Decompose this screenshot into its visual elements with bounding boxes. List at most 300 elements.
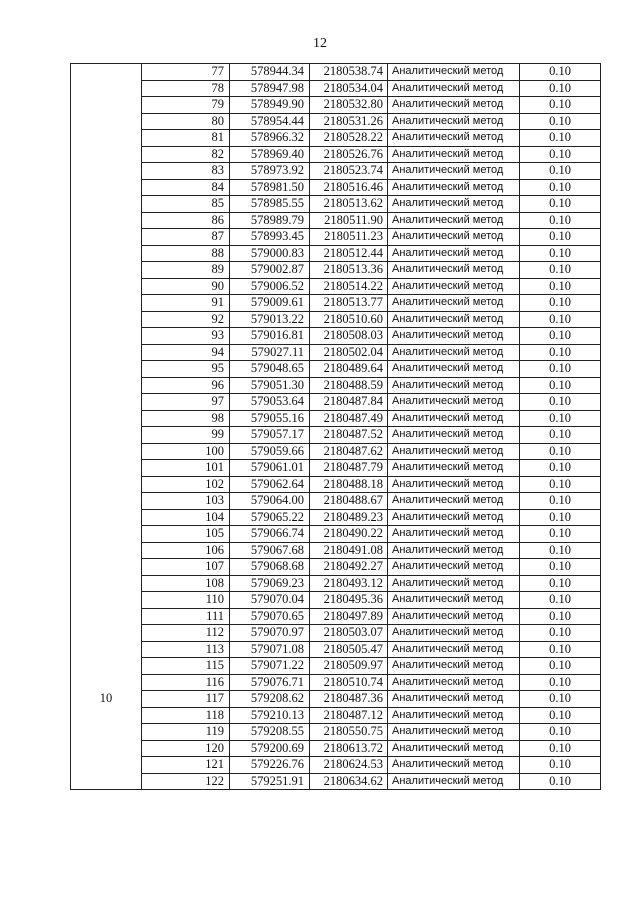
point-number-cell: 118 bbox=[142, 707, 230, 724]
accuracy-cell: 0.10 bbox=[520, 427, 601, 444]
y-coordinate-cell: 2180488.18 bbox=[310, 476, 388, 493]
point-number-cell: 108 bbox=[142, 575, 230, 592]
coordinates-table bbox=[70, 63, 601, 790]
y-coordinate-cell: 2180511.90 bbox=[310, 212, 388, 229]
accuracy-cell: 0.10 bbox=[520, 509, 601, 526]
x-coordinate-cell: 579066.74 bbox=[230, 526, 310, 543]
table-row bbox=[71, 328, 601, 345]
y-coordinate-cell: 2180512.44 bbox=[310, 245, 388, 262]
table-row bbox=[71, 740, 601, 757]
y-coordinate-cell: 2180502.04 bbox=[310, 344, 388, 361]
point-number-cell: 85 bbox=[142, 196, 230, 213]
method-cell: Аналитический метод bbox=[388, 212, 520, 229]
x-coordinate-cell: 578989.79 bbox=[230, 212, 310, 229]
group-cell bbox=[71, 80, 142, 97]
y-coordinate-cell: 2180487.12 bbox=[310, 707, 388, 724]
y-coordinate-cell: 2180495.36 bbox=[310, 592, 388, 609]
table-row bbox=[71, 295, 601, 312]
point-number-cell: 89 bbox=[142, 262, 230, 279]
method-cell: Аналитический метод bbox=[388, 113, 520, 130]
table-row bbox=[71, 460, 601, 477]
table-row bbox=[71, 608, 601, 625]
group-cell bbox=[71, 262, 142, 279]
group-cell bbox=[71, 410, 142, 427]
y-coordinate-cell: 2180487.52 bbox=[310, 427, 388, 444]
x-coordinate-cell: 579006.52 bbox=[230, 278, 310, 295]
method-cell: Аналитический метод bbox=[388, 740, 520, 757]
accuracy-cell: 0.10 bbox=[520, 625, 601, 642]
point-number-cell: 97 bbox=[142, 394, 230, 411]
table-row bbox=[71, 80, 601, 97]
x-coordinate-cell: 579068.68 bbox=[230, 559, 310, 576]
method-cell: Аналитический метод bbox=[388, 592, 520, 609]
accuracy-cell: 0.10 bbox=[520, 97, 601, 114]
accuracy-cell: 0.10 bbox=[520, 658, 601, 675]
group-cell bbox=[71, 542, 142, 559]
accuracy-cell: 0.10 bbox=[520, 377, 601, 394]
x-coordinate-cell: 579053.64 bbox=[230, 394, 310, 411]
point-number-cell: 119 bbox=[142, 724, 230, 741]
group-cell bbox=[71, 64, 142, 81]
table-row bbox=[71, 262, 601, 279]
group-cell bbox=[71, 625, 142, 642]
x-coordinate-cell: 578993.45 bbox=[230, 229, 310, 246]
y-coordinate-cell: 2180523.74 bbox=[310, 163, 388, 180]
accuracy-cell: 0.10 bbox=[520, 146, 601, 163]
method-cell: Аналитический метод bbox=[388, 146, 520, 163]
point-number-cell: 102 bbox=[142, 476, 230, 493]
table-row bbox=[71, 97, 601, 114]
x-coordinate-cell: 579071.22 bbox=[230, 658, 310, 675]
y-coordinate-cell: 2180509.97 bbox=[310, 658, 388, 675]
y-coordinate-cell: 2180510.60 bbox=[310, 311, 388, 328]
point-number-cell: 82 bbox=[142, 146, 230, 163]
table-row bbox=[71, 641, 601, 658]
y-coordinate-cell: 2180534.04 bbox=[310, 80, 388, 97]
method-cell: Аналитический метод bbox=[388, 773, 520, 790]
y-coordinate-cell: 2180550.75 bbox=[310, 724, 388, 741]
method-cell: Аналитический метод bbox=[388, 443, 520, 460]
group-cell bbox=[71, 113, 142, 130]
group-cell bbox=[71, 295, 142, 312]
method-cell: Аналитический метод bbox=[388, 542, 520, 559]
x-coordinate-cell: 578949.90 bbox=[230, 97, 310, 114]
accuracy-cell: 0.10 bbox=[520, 229, 601, 246]
x-coordinate-cell: 579200.69 bbox=[230, 740, 310, 757]
group-cell bbox=[71, 179, 142, 196]
method-cell: Аналитический метод bbox=[388, 410, 520, 427]
point-number-cell: 91 bbox=[142, 295, 230, 312]
x-coordinate-cell: 579067.68 bbox=[230, 542, 310, 559]
table-row bbox=[71, 707, 601, 724]
y-coordinate-cell: 2180487.49 bbox=[310, 410, 388, 427]
table-row bbox=[71, 427, 601, 444]
x-coordinate-cell: 579027.11 bbox=[230, 344, 310, 361]
group-cell bbox=[71, 311, 142, 328]
y-coordinate-cell: 2180489.64 bbox=[310, 361, 388, 378]
group-cell bbox=[71, 608, 142, 625]
group-cell bbox=[71, 163, 142, 180]
table-row bbox=[71, 245, 601, 262]
table-row bbox=[71, 542, 601, 559]
point-number-cell: 87 bbox=[142, 229, 230, 246]
x-coordinate-cell: 579057.17 bbox=[230, 427, 310, 444]
accuracy-cell: 0.10 bbox=[520, 328, 601, 345]
x-coordinate-cell: 578954.44 bbox=[230, 113, 310, 130]
y-coordinate-cell: 2180531.26 bbox=[310, 113, 388, 130]
y-coordinate-cell: 2180511.23 bbox=[310, 229, 388, 246]
method-cell: Аналитический метод bbox=[388, 757, 520, 774]
table-row bbox=[71, 410, 601, 427]
accuracy-cell: 0.10 bbox=[520, 278, 601, 295]
table-row bbox=[71, 509, 601, 526]
y-coordinate-cell: 2180513.77 bbox=[310, 295, 388, 312]
x-coordinate-cell: 578969.40 bbox=[230, 146, 310, 163]
group-cell bbox=[71, 575, 142, 592]
method-cell: Аналитический метод bbox=[388, 377, 520, 394]
method-cell: Аналитический метод bbox=[388, 64, 520, 81]
method-cell: Аналитический метод bbox=[388, 328, 520, 345]
accuracy-cell: 0.10 bbox=[520, 361, 601, 378]
accuracy-cell: 0.10 bbox=[520, 674, 601, 691]
y-coordinate-cell: 2180624.53 bbox=[310, 757, 388, 774]
accuracy-cell: 0.10 bbox=[520, 641, 601, 658]
method-cell: Аналитический метод bbox=[388, 262, 520, 279]
accuracy-cell: 0.10 bbox=[520, 262, 601, 279]
accuracy-cell: 0.10 bbox=[520, 344, 601, 361]
table-row bbox=[71, 476, 601, 493]
y-coordinate-cell: 2180526.76 bbox=[310, 146, 388, 163]
y-coordinate-cell: 2180613.72 bbox=[310, 740, 388, 757]
group-cell: 10 bbox=[71, 691, 142, 708]
point-number-cell: 115 bbox=[142, 658, 230, 675]
point-number-cell: 95 bbox=[142, 361, 230, 378]
point-number-cell: 83 bbox=[142, 163, 230, 180]
method-cell: Аналитический метод bbox=[388, 245, 520, 262]
table-row bbox=[71, 625, 601, 642]
group-cell bbox=[71, 707, 142, 724]
x-coordinate-cell: 578981.50 bbox=[230, 179, 310, 196]
y-coordinate-cell: 2180532.80 bbox=[310, 97, 388, 114]
x-coordinate-cell: 579048.65 bbox=[230, 361, 310, 378]
method-cell: Аналитический метод bbox=[388, 295, 520, 312]
x-coordinate-cell: 579070.65 bbox=[230, 608, 310, 625]
group-cell bbox=[71, 674, 142, 691]
method-cell: Аналитический метод bbox=[388, 476, 520, 493]
table-row bbox=[71, 674, 601, 691]
method-cell: Аналитический метод bbox=[388, 394, 520, 411]
point-number-cell: 106 bbox=[142, 542, 230, 559]
method-cell: Аналитический метод bbox=[388, 674, 520, 691]
point-number-cell: 78 bbox=[142, 80, 230, 97]
y-coordinate-cell: 2180491.08 bbox=[310, 542, 388, 559]
accuracy-cell: 0.10 bbox=[520, 80, 601, 97]
x-coordinate-cell: 579226.76 bbox=[230, 757, 310, 774]
x-coordinate-cell: 579000.83 bbox=[230, 245, 310, 262]
point-number-cell: 116 bbox=[142, 674, 230, 691]
group-cell bbox=[71, 229, 142, 246]
table-row bbox=[71, 146, 601, 163]
y-coordinate-cell: 2180487.84 bbox=[310, 394, 388, 411]
coordinates-table-body bbox=[71, 64, 601, 790]
group-cell bbox=[71, 328, 142, 345]
accuracy-cell: 0.10 bbox=[520, 179, 601, 196]
accuracy-cell: 0.10 bbox=[520, 559, 601, 576]
group-cell bbox=[71, 427, 142, 444]
table-row bbox=[71, 344, 601, 361]
table-row bbox=[71, 377, 601, 394]
x-coordinate-cell: 579059.66 bbox=[230, 443, 310, 460]
x-coordinate-cell: 579002.87 bbox=[230, 262, 310, 279]
table-row bbox=[71, 130, 601, 147]
table-row bbox=[71, 757, 601, 774]
accuracy-cell: 0.10 bbox=[520, 394, 601, 411]
method-cell: Аналитический метод bbox=[388, 509, 520, 526]
table-row bbox=[71, 179, 601, 196]
y-coordinate-cell: 2180487.79 bbox=[310, 460, 388, 477]
x-coordinate-cell: 579208.62 bbox=[230, 691, 310, 708]
accuracy-cell: 0.10 bbox=[520, 295, 601, 312]
table-row bbox=[71, 559, 601, 576]
group-cell bbox=[71, 559, 142, 576]
method-cell: Аналитический метод bbox=[388, 493, 520, 510]
accuracy-cell: 0.10 bbox=[520, 724, 601, 741]
x-coordinate-cell: 579071.08 bbox=[230, 641, 310, 658]
y-coordinate-cell: 2180510.74 bbox=[310, 674, 388, 691]
point-number-cell: 112 bbox=[142, 625, 230, 642]
accuracy-cell: 0.10 bbox=[520, 443, 601, 460]
x-coordinate-cell: 579009.61 bbox=[230, 295, 310, 312]
table-row bbox=[71, 361, 601, 378]
table-row bbox=[71, 113, 601, 130]
x-coordinate-cell: 579070.97 bbox=[230, 625, 310, 642]
y-coordinate-cell: 2180538.74 bbox=[310, 64, 388, 81]
table-row bbox=[71, 212, 601, 229]
accuracy-cell: 0.10 bbox=[520, 608, 601, 625]
point-number-cell: 99 bbox=[142, 427, 230, 444]
x-coordinate-cell: 579055.16 bbox=[230, 410, 310, 427]
y-coordinate-cell: 2180503.07 bbox=[310, 625, 388, 642]
accuracy-cell: 0.10 bbox=[520, 196, 601, 213]
method-cell: Аналитический метод bbox=[388, 97, 520, 114]
x-coordinate-cell: 579070.04 bbox=[230, 592, 310, 609]
point-number-cell: 110 bbox=[142, 592, 230, 609]
point-number-cell: 94 bbox=[142, 344, 230, 361]
point-number-cell: 120 bbox=[142, 740, 230, 757]
point-number-cell: 79 bbox=[142, 97, 230, 114]
table-row bbox=[71, 163, 601, 180]
accuracy-cell: 0.10 bbox=[520, 311, 601, 328]
point-number-cell: 107 bbox=[142, 559, 230, 576]
group-cell bbox=[71, 773, 142, 790]
point-number-cell: 90 bbox=[142, 278, 230, 295]
group-cell bbox=[71, 97, 142, 114]
accuracy-cell: 0.10 bbox=[520, 542, 601, 559]
group-cell bbox=[71, 493, 142, 510]
accuracy-cell: 0.10 bbox=[520, 773, 601, 790]
point-number-cell: 122 bbox=[142, 773, 230, 790]
y-coordinate-cell: 2180487.62 bbox=[310, 443, 388, 460]
method-cell: Аналитический метод bbox=[388, 311, 520, 328]
method-cell: Аналитический метод bbox=[388, 196, 520, 213]
x-coordinate-cell: 579065.22 bbox=[230, 509, 310, 526]
group-cell bbox=[71, 658, 142, 675]
point-number-cell: 86 bbox=[142, 212, 230, 229]
accuracy-cell: 0.10 bbox=[520, 493, 601, 510]
group-cell bbox=[71, 394, 142, 411]
y-coordinate-cell: 2180497.89 bbox=[310, 608, 388, 625]
method-cell: Аналитический метод bbox=[388, 608, 520, 625]
method-cell: Аналитический метод bbox=[388, 278, 520, 295]
method-cell: Аналитический метод bbox=[388, 625, 520, 642]
group-cell bbox=[71, 443, 142, 460]
x-coordinate-cell: 579013.22 bbox=[230, 311, 310, 328]
group-cell bbox=[71, 724, 142, 741]
table-row bbox=[71, 526, 601, 543]
table-row bbox=[71, 394, 601, 411]
point-number-cell: 80 bbox=[142, 113, 230, 130]
table-row bbox=[71, 592, 601, 609]
group-cell bbox=[71, 361, 142, 378]
method-cell: Аналитический метод bbox=[388, 163, 520, 180]
table-row bbox=[71, 443, 601, 460]
point-number-cell: 77 bbox=[142, 64, 230, 81]
table-row bbox=[71, 691, 601, 708]
table-row bbox=[71, 278, 601, 295]
point-number-cell: 117 bbox=[142, 691, 230, 708]
y-coordinate-cell: 2180487.36 bbox=[310, 691, 388, 708]
point-number-cell: 101 bbox=[142, 460, 230, 477]
group-cell bbox=[71, 196, 142, 213]
y-coordinate-cell: 2180513.36 bbox=[310, 262, 388, 279]
y-coordinate-cell: 2180488.59 bbox=[310, 377, 388, 394]
y-coordinate-cell: 2180492.27 bbox=[310, 559, 388, 576]
x-coordinate-cell: 578985.55 bbox=[230, 196, 310, 213]
y-coordinate-cell: 2180634.62 bbox=[310, 773, 388, 790]
point-number-cell: 111 bbox=[142, 608, 230, 625]
point-number-cell: 113 bbox=[142, 641, 230, 658]
group-cell bbox=[71, 344, 142, 361]
point-number-cell: 103 bbox=[142, 493, 230, 510]
point-number-cell: 96 bbox=[142, 377, 230, 394]
point-number-cell: 92 bbox=[142, 311, 230, 328]
table-row bbox=[71, 773, 601, 790]
y-coordinate-cell: 2180528.22 bbox=[310, 130, 388, 147]
page-number: 12 bbox=[313, 36, 327, 51]
accuracy-cell: 0.10 bbox=[520, 526, 601, 543]
y-coordinate-cell: 2180489.23 bbox=[310, 509, 388, 526]
accuracy-cell: 0.10 bbox=[520, 707, 601, 724]
method-cell: Аналитический метод bbox=[388, 460, 520, 477]
y-coordinate-cell: 2180488.67 bbox=[310, 493, 388, 510]
group-cell bbox=[71, 212, 142, 229]
point-number-cell: 104 bbox=[142, 509, 230, 526]
method-cell: Аналитический метод bbox=[388, 559, 520, 576]
table-row bbox=[71, 575, 601, 592]
group-cell bbox=[71, 592, 142, 609]
table-row bbox=[71, 229, 601, 246]
point-number-cell: 81 bbox=[142, 130, 230, 147]
point-number-cell: 121 bbox=[142, 757, 230, 774]
group-cell bbox=[71, 460, 142, 477]
group-cell bbox=[71, 146, 142, 163]
x-coordinate-cell: 578944.34 bbox=[230, 64, 310, 81]
group-cell bbox=[71, 740, 142, 757]
table-row bbox=[71, 493, 601, 510]
x-coordinate-cell: 579016.81 bbox=[230, 328, 310, 345]
accuracy-cell: 0.10 bbox=[520, 691, 601, 708]
x-coordinate-cell: 578973.92 bbox=[230, 163, 310, 180]
accuracy-cell: 0.10 bbox=[520, 245, 601, 262]
group-cell bbox=[71, 130, 142, 147]
method-cell: Аналитический метод bbox=[388, 575, 520, 592]
y-coordinate-cell: 2180490.22 bbox=[310, 526, 388, 543]
method-cell: Аналитический метод bbox=[388, 130, 520, 147]
y-coordinate-cell: 2180516.46 bbox=[310, 179, 388, 196]
method-cell: Аналитический метод bbox=[388, 229, 520, 246]
group-cell bbox=[71, 278, 142, 295]
accuracy-cell: 0.10 bbox=[520, 64, 601, 81]
group-cell bbox=[71, 757, 142, 774]
method-cell: Аналитический метод bbox=[388, 179, 520, 196]
group-cell bbox=[71, 476, 142, 493]
method-cell: Аналитический метод bbox=[388, 724, 520, 741]
accuracy-cell: 0.10 bbox=[520, 113, 601, 130]
accuracy-cell: 0.10 bbox=[520, 163, 601, 180]
accuracy-cell: 0.10 bbox=[520, 592, 601, 609]
x-coordinate-cell: 579064.00 bbox=[230, 493, 310, 510]
accuracy-cell: 0.10 bbox=[520, 130, 601, 147]
accuracy-cell: 0.10 bbox=[520, 476, 601, 493]
method-cell: Аналитический метод bbox=[388, 361, 520, 378]
group-cell bbox=[71, 509, 142, 526]
table-row bbox=[71, 196, 601, 213]
x-coordinate-cell: 579051.30 bbox=[230, 377, 310, 394]
method-cell: Аналитический метод bbox=[388, 526, 520, 543]
method-cell: Аналитический метод bbox=[388, 658, 520, 675]
method-cell: Аналитический метод bbox=[388, 80, 520, 97]
accuracy-cell: 0.10 bbox=[520, 460, 601, 477]
method-cell: Аналитический метод bbox=[388, 691, 520, 708]
method-cell: Аналитический метод bbox=[388, 344, 520, 361]
y-coordinate-cell: 2180508.03 bbox=[310, 328, 388, 345]
y-coordinate-cell: 2180513.62 bbox=[310, 196, 388, 213]
x-coordinate-cell: 579069.23 bbox=[230, 575, 310, 592]
point-number-cell: 105 bbox=[142, 526, 230, 543]
point-number-cell: 100 bbox=[142, 443, 230, 460]
point-number-cell: 88 bbox=[142, 245, 230, 262]
table-row bbox=[71, 311, 601, 328]
x-coordinate-cell: 579061.01 bbox=[230, 460, 310, 477]
method-cell: Аналитический метод bbox=[388, 641, 520, 658]
table-row bbox=[71, 658, 601, 675]
accuracy-cell: 0.10 bbox=[520, 757, 601, 774]
method-cell: Аналитический метод bbox=[388, 707, 520, 724]
group-cell bbox=[71, 641, 142, 658]
point-number-cell: 84 bbox=[142, 179, 230, 196]
accuracy-cell: 0.10 bbox=[520, 740, 601, 757]
accuracy-cell: 0.10 bbox=[520, 212, 601, 229]
group-cell bbox=[71, 526, 142, 543]
x-coordinate-cell: 579210.13 bbox=[230, 707, 310, 724]
point-number-cell: 98 bbox=[142, 410, 230, 427]
x-coordinate-cell: 578966.32 bbox=[230, 130, 310, 147]
table-row bbox=[71, 64, 601, 81]
x-coordinate-cell: 579062.64 bbox=[230, 476, 310, 493]
method-cell: Аналитический метод bbox=[388, 427, 520, 444]
x-coordinate-cell: 579208.55 bbox=[230, 724, 310, 741]
group-cell bbox=[71, 377, 142, 394]
